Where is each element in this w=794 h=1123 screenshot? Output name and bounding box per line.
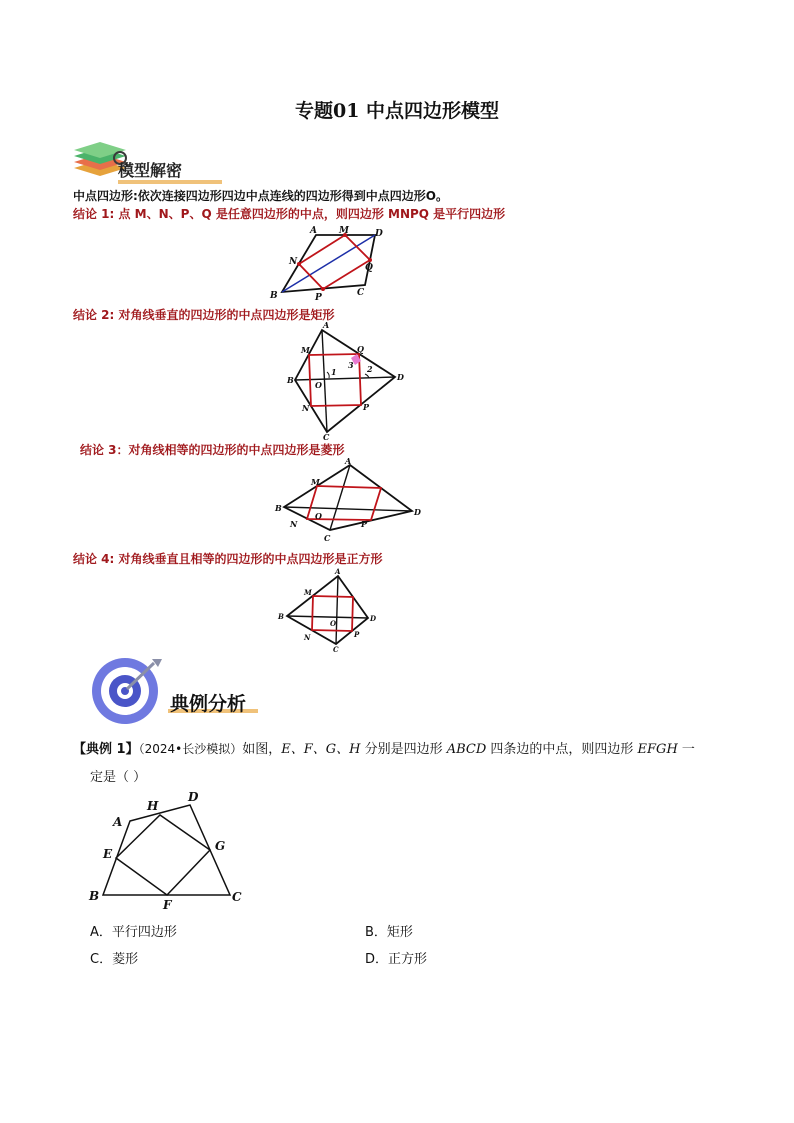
svg-text:C: C <box>323 432 330 440</box>
example-text-c: 四条边的中点，则四边形 <box>486 742 638 757</box>
svg-text:A: A <box>323 320 330 330</box>
option-b-text: 矩形 <box>386 925 413 940</box>
example-source: （2024•长沙模拟） <box>138 742 243 756</box>
svg-text:B: B <box>275 503 282 513</box>
svg-text:A: A <box>113 815 123 829</box>
example-question <box>73 738 695 757</box>
figure-example-quadrilateral <box>85 788 255 910</box>
svg-text:M: M <box>339 226 349 236</box>
option-d-letter: D． <box>365 952 389 967</box>
svg-text:B: B <box>287 375 294 385</box>
svg-text:C: C <box>232 890 242 904</box>
section-label-examples: 典例分析 <box>170 693 247 715</box>
example-vars-c: EFGH <box>637 742 678 757</box>
example-tag: 【典例 1】 <box>73 742 139 757</box>
example-question-line2: 定是（ ） <box>90 770 147 785</box>
svg-text:N: N <box>289 257 298 267</box>
svg-text:M: M <box>301 345 310 355</box>
svg-text:N: N <box>302 403 310 413</box>
svg-text:E: E <box>103 847 113 861</box>
svg-text:2: 2 <box>367 364 373 374</box>
conclusion-3: 结论 3：对角线相等的四边形的中点四边形是菱形 <box>80 443 345 457</box>
option-c[interactable] <box>90 948 138 967</box>
svg-text:3: 3 <box>348 360 354 370</box>
option-b-letter: B． <box>365 925 387 940</box>
svg-text:P: P <box>315 293 322 303</box>
page-title: 专题01 中点四边形模型 <box>294 100 500 122</box>
svg-text:1: 1 <box>331 367 337 377</box>
svg-text:N: N <box>290 519 298 529</box>
conclusion-1: 结论 1: 点 M、N、P、Q 是任意四边形的中点，则四边形 MNPQ 是平行四边形 <box>73 207 506 221</box>
svg-text:D: D <box>188 790 199 804</box>
svg-text:O: O <box>315 511 322 521</box>
svg-text:O: O <box>315 380 322 390</box>
svg-text:B: B <box>270 291 278 301</box>
conclusion-2: 结论 2: 对角线垂直的四边形的中点四边形是矩形 <box>73 308 335 322</box>
svg-text:C: C <box>357 288 365 298</box>
option-b[interactable] <box>365 921 413 940</box>
option-c-text: 菱形 <box>112 952 139 967</box>
section-label-model: 模型解密 <box>118 161 183 180</box>
svg-text:C: C <box>324 533 331 543</box>
svg-text:A: A <box>310 226 317 236</box>
svg-text:P: P <box>354 630 360 639</box>
svg-text:C: C <box>333 645 339 654</box>
svg-text:D: D <box>370 614 377 623</box>
example-text-d: 一 <box>677 742 695 757</box>
option-a[interactable] <box>90 921 177 940</box>
figure-parallelogram-midpoints <box>265 224 395 304</box>
svg-text:P: P <box>363 402 370 412</box>
definition-text: 中点四边形:依次连接四边形四边中点连线的四边形得到中点四边形O。 <box>73 189 449 203</box>
svg-text:H: H <box>147 799 159 813</box>
svg-text:M: M <box>304 588 312 597</box>
svg-text:G: G <box>215 839 226 853</box>
svg-text:B: B <box>89 889 100 903</box>
example-text-b: 分别是四边形 <box>360 742 447 757</box>
svg-text:D: D <box>397 372 404 382</box>
svg-text:F: F <box>163 898 172 910</box>
svg-text:D: D <box>414 507 421 517</box>
svg-text:N: N <box>304 633 311 642</box>
svg-text:M: M <box>311 477 320 487</box>
figure-perpendicular-diagonals <box>285 320 415 440</box>
option-a-letter: A． <box>90 925 112 940</box>
svg-text:Q: Q <box>357 344 364 354</box>
conclusion-4: 结论 4: 对角线垂直且相等的四边形的中点四边形是正方形 <box>73 552 383 566</box>
example-text-a: 如图， <box>242 742 282 757</box>
svg-text:A: A <box>335 567 341 576</box>
svg-text:D: D <box>375 229 383 239</box>
example-vars-b: ABCD <box>446 742 487 757</box>
svg-text:O: O <box>330 619 337 628</box>
svg-text:A: A <box>345 456 352 466</box>
svg-text:Q: Q <box>365 263 373 273</box>
example-vars-a: E、F、G、H <box>281 742 361 757</box>
svg-text:P: P <box>361 519 368 529</box>
svg-text:B: B <box>278 612 284 621</box>
option-a-text: 平行四边形 <box>111 925 177 940</box>
figure-square-midpoints <box>272 566 382 656</box>
option-d-text: 正方形 <box>388 952 428 967</box>
option-c-letter: C． <box>90 952 113 967</box>
option-d[interactable] <box>365 948 427 967</box>
figure-equal-diagonals <box>272 455 432 545</box>
